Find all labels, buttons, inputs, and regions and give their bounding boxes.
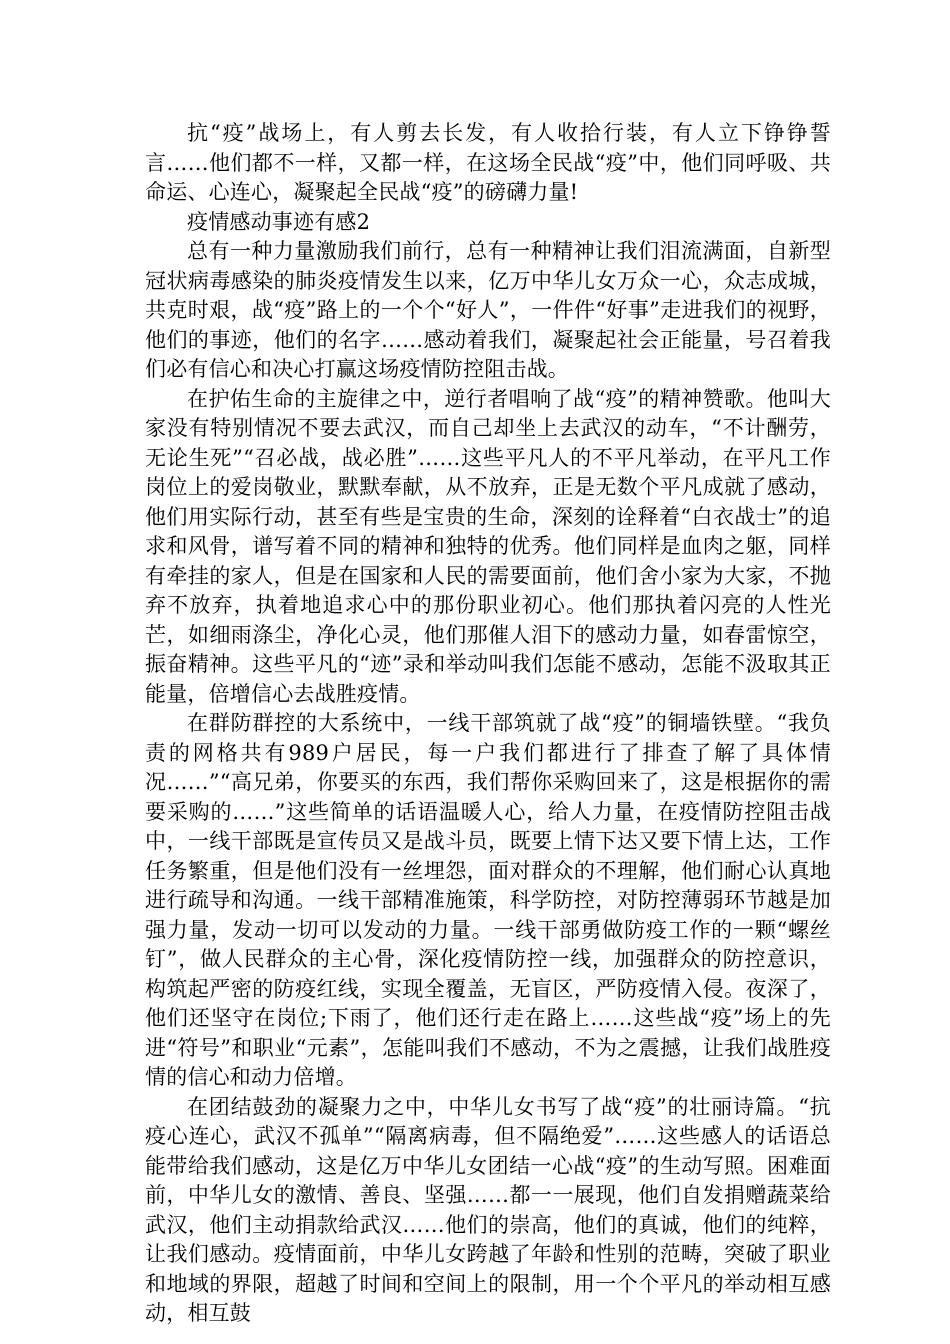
paragraph-frontline-cadres: 在群防群控的大系统中，一线干部筑就了战“疫”的铜墙铁壁。“我负责的网格共有989户居民，每一户我们都进行了排查了解了具体情况……”“高兄弟，你要买的东西，我们帮你采购回来了，这是根据你的需要采购的……”这些简单的话语温暖人心，给人力量，在疫情防控阻击战中，一线干部既是宣传员又是战斗员，既要上情下达又要下情上达，工作任务繁重，但是他们没有一丝埋怨，面对群众的不理解，他们耐心认真地进行疏导和沟通。一线干部精准施策，科学防控，对防控薄弱环节越是加强力量，发动一切可以发动的力量。一线干部勇做防疫工作的一颗“螺丝钉”，做人民群众的主心骨，深化疫情防控一线，加强群众的防控意识，构筑起严密的防疫红线，实现全覆盖，无盲区，严防疫情入侵。夜深了，他们还坚守在岗位;下雨了，他们还行走在路上……这些战“疫”场上的先进“符号”和职业“元素”，怎能叫我们不感动，不为之震撼，让我们战胜疫情的信心和动力倍增。 [145, 711, 831, 1089]
paragraph-intro: 抗“疫”战场上，有人剪去长发，有人收拾行装，有人立下铮铮誓言……他们都不一样，又都一样，在这场全民战“疫”中，他们同呼吸、共命运、心连心，凝聚起全民战“疫”的磅礴力量! [145, 121, 831, 204]
paragraph-retrograde: 在护佑生命的主旋律之中，逆行者唱响了战“疫”的精神赞歌。他叫大家没有特别情况不要去武汉，而自己却坐上去武汉的动车，“不计酬劳，无论生死”“召必战，战必胜”……这些平凡人的不平凡举动，在平凡工作岗位上的爱岗敬业，默默奉献，从不放弃，正是无数个平凡成就了感动，他们用实际行动，甚至有些是宝贵的生命，深刻的诠释着“白衣战士”的追求和风骨，谱写着不同的精神和独特的优秀。他们同样是血肉之躯，同样有牵挂的家人，但是在国家和人民的需要面前，他们舍小家为大家，不抛弃不放弃，执着地追求心中的那份职业初心。他们那执着闪亮的人性光芒，如细雨涤尘，净化心灵，他们那催人泪下的感动力量，如春雷惊空，振奋精神。这些平凡的“迹”录和举动叫我们怎能不感动，怎能不汲取其正能量，倍增信心去战胜疫情。 [145, 386, 831, 706]
paragraph-unity: 在团结鼓劲的凝聚力之中，中华儿女书写了战“疫”的壮丽诗篇。“抗疫心连心，武汉不孤单”“隔离病毒，但不隔绝爱”……这些感人的话语总能带给我们感动，这是亿万中华儿女团结一心战“疫”的生动写照。困难面前，中华儿女的激情、善良、坚强……都一一展现，他们自发捐赠蔬菜给武汉，他们主动捐款给武汉……他们的崇高，他们的真诚，他们的纯粹，让我们感动。疫情面前，中华儿女跨越了年龄和性别的范畴，突破了职业和地域的界限，超越了时间和空间上的限制，用一个个平凡的举动相互感动，相互鼓 [145, 1094, 831, 1325]
document-body [145, 119, 831, 1329]
paragraph-opening: 总有一种力量激励我们前行，总有一种精神让我们泪流满面，自新型冠状病毒感染的肺炎疫情发生以来，亿万中华儿女万众一心，众志成城，共克时艰，战“疫”路上的一个个“好人”，一件件“好事”走进我们的视野，他们的事迹，他们的名字……感动着我们，凝聚起社会正能量，号召着我们必有信心和决心打赢这场疫情防控阻击战。 [145, 239, 831, 381]
section-heading: 疫情感动事迹有感2 [187, 209, 371, 234]
